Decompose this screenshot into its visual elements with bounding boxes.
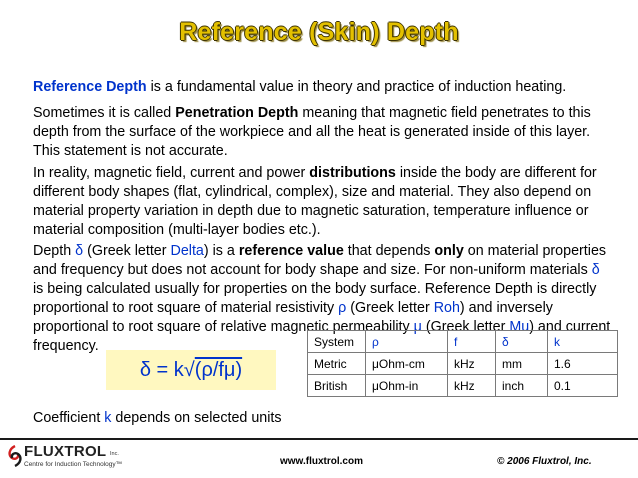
coef-pre: Coefficient (33, 410, 105, 426)
paragraph-reference-depth (33, 78, 613, 97)
sqrt-icon: √ (183, 359, 195, 381)
rho-name: Roh (433, 300, 460, 316)
website-link[interactable]: www.fluxtrol.com (280, 456, 363, 467)
rho-symbol: ρ (338, 300, 347, 316)
logo-name: FLUXTROL (24, 443, 107, 460)
table-cell: 1.6 (548, 353, 618, 375)
p4-s6: is being calculated usually for properties on the body surface. Reference Depth is directly proportional to root square of material resistivity (33, 281, 597, 316)
term-only: only (434, 243, 464, 259)
table-cell: Metric (308, 353, 366, 375)
logo-inc: Inc. (110, 451, 119, 457)
table-cell: kHz (448, 375, 496, 397)
p3-post: inside the body are different for different body shapes (flat, cylindrical, complex), size and material. They also depend on material property variation in depth due to magnetic saturation, temperature influence or material composition (multi-layer bodies etc.). (33, 165, 597, 238)
p4-s2: (Greek letter (83, 243, 171, 259)
table-cell: System (308, 331, 366, 353)
mu-name: Mu (509, 319, 530, 335)
footer-divider (0, 438, 638, 440)
table-cell: k (548, 331, 618, 353)
table-cell: 0.1 (548, 375, 618, 397)
formula-lhs: δ = k (139, 359, 184, 381)
table-row (308, 353, 618, 375)
p4-s9: (Greek letter (421, 319, 510, 335)
paragraph-penetration-depth (33, 104, 613, 161)
p2-post: meaning that magnetic field penetrates to this depth from the surface of the workpiece and all the heat is generated inside of this layer. This statement is not accurate. (33, 105, 591, 159)
table-cell: inch (496, 375, 548, 397)
table-cell: μOhm-cm (366, 353, 448, 375)
logo-tagline: Centre for Induction Technology™ (24, 461, 123, 468)
skin-depth-formula (106, 350, 276, 390)
fluxtrol-swirl-icon (6, 445, 24, 467)
table-row (308, 375, 618, 397)
table-cell: mm (496, 353, 548, 375)
paragraph-distributions (33, 164, 613, 240)
p4-s3: ) is a (203, 243, 239, 259)
delta-name: Delta (170, 243, 204, 259)
p4-s7: (Greek letter (346, 300, 434, 316)
table-cell: kHz (448, 353, 496, 375)
p4-s4: that depends (343, 243, 435, 259)
table-cell: ρ (366, 331, 448, 353)
table-cell: μOhm-in (366, 375, 448, 397)
term-penetration-depth: Penetration Depth (175, 105, 299, 121)
delta-symbol: δ (75, 243, 84, 259)
term-reference-value: reference value (238, 243, 344, 259)
p4-s5: on material properties and frequency but does not account for body shape and size. For non-uniform materials (33, 243, 607, 278)
term-reference-depth: Reference Depth (33, 79, 147, 95)
paragraph-coefficient (33, 409, 613, 428)
coef-post: depends on selected units (111, 410, 282, 426)
p4-s8: ) and inversely proportional to root square of relative magnetic permeability (33, 300, 553, 335)
table-cell: δ (496, 331, 548, 353)
formula-radicand: (ρ/fμ) (194, 359, 243, 381)
p4-s1: Depth (33, 243, 76, 259)
copyright-text: © 2006 Fluxtrol, Inc. (497, 456, 592, 467)
slide-title: Reference (Skin) Depth (179, 18, 459, 46)
p2-pre: Sometimes it is called (33, 105, 176, 121)
table-row (308, 331, 618, 353)
table-cell: British (308, 375, 366, 397)
table-cell: f (448, 331, 496, 353)
p4-s10: ) and current frequency. (33, 319, 611, 354)
fluxtrol-logo (6, 443, 126, 473)
term-distributions: distributions (309, 165, 396, 181)
p1-text: is a fundamental value in theory and practice of induction heating. (146, 79, 567, 95)
mu-symbol: μ (413, 319, 422, 335)
p3-pre: In reality, magnetic field, current and power (33, 165, 310, 181)
coef-k: k (104, 410, 112, 426)
delta-symbol-2: δ (591, 262, 600, 278)
units-table (307, 330, 618, 397)
